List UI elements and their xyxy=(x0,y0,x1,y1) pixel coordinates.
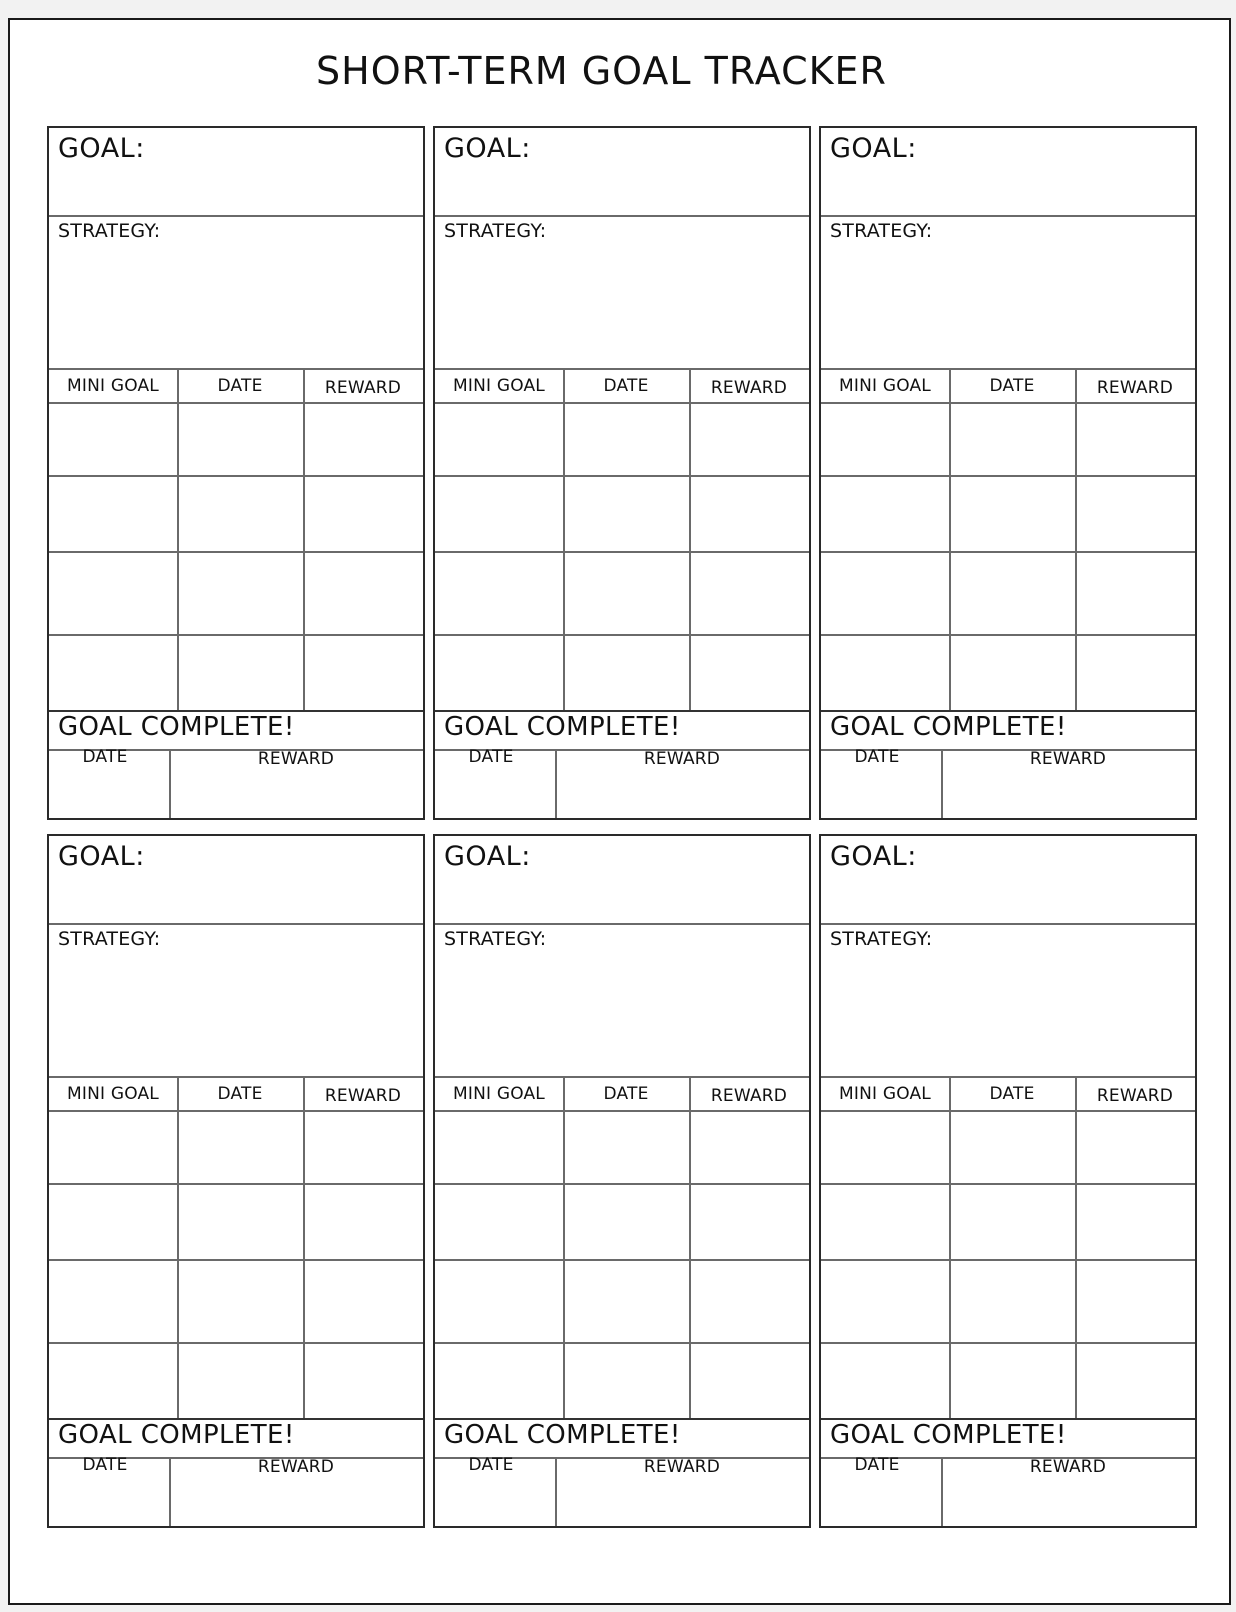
column-header-mini-goal: MINI GOAL xyxy=(453,376,545,396)
goal-card xyxy=(433,126,811,820)
mini-goal-cell[interactable] xyxy=(823,1185,947,1257)
date-cell[interactable] xyxy=(565,1344,687,1416)
complete-date-input[interactable] xyxy=(53,1482,165,1522)
date-cell[interactable] xyxy=(951,477,1073,549)
divider xyxy=(821,215,1195,217)
mini-goal-cell[interactable] xyxy=(437,1112,561,1181)
date-cell[interactable] xyxy=(179,1344,301,1416)
column-header-mini-goal: MINI GOAL xyxy=(67,1084,159,1104)
column-header-date: DATE xyxy=(217,376,263,396)
complete-date-label: DATE xyxy=(468,747,514,767)
column-header-reward: REWARD xyxy=(710,378,788,398)
goal-complete-label: GOAL COMPLETE! xyxy=(58,712,295,742)
reward-cell[interactable] xyxy=(1077,1344,1193,1416)
reward-cell[interactable] xyxy=(1077,477,1193,549)
goal-input[interactable] xyxy=(443,876,799,918)
mini-goal-cell[interactable] xyxy=(823,1261,947,1340)
reward-cell[interactable] xyxy=(691,1112,807,1181)
strategy-label: STRATEGY: xyxy=(58,220,161,242)
mini-goal-cell[interactable] xyxy=(437,1344,561,1416)
complete-reward-label: REWARD xyxy=(1029,749,1107,769)
goal-complete-label: GOAL COMPLETE! xyxy=(444,712,681,742)
date-cell[interactable] xyxy=(179,1261,301,1340)
complete-date-input[interactable] xyxy=(825,1482,937,1522)
strategy-input[interactable] xyxy=(57,954,413,1072)
goal-card xyxy=(47,126,425,820)
strategy-input[interactable] xyxy=(829,954,1185,1072)
column-header-date: DATE xyxy=(603,1084,649,1104)
complete-reward-input[interactable] xyxy=(945,1482,1191,1522)
goal-input[interactable] xyxy=(57,168,413,210)
column-header-mini-goal: MINI GOAL xyxy=(67,376,159,396)
complete-date-input[interactable] xyxy=(825,774,937,814)
reward-cell[interactable] xyxy=(691,636,807,708)
strategy-input[interactable] xyxy=(829,246,1185,364)
goal-label: GOAL: xyxy=(444,841,531,872)
reward-cell[interactable] xyxy=(305,1344,421,1416)
complete-reward-input[interactable] xyxy=(559,1482,805,1522)
reward-cell[interactable] xyxy=(691,1185,807,1257)
column-header-date: DATE xyxy=(989,1084,1035,1104)
goal-input[interactable] xyxy=(829,876,1185,918)
reward-cell[interactable] xyxy=(691,553,807,632)
mini-goal-cell[interactable] xyxy=(823,1112,947,1181)
mini-goal-cell[interactable] xyxy=(51,404,175,473)
complete-reward-label: REWARD xyxy=(643,749,721,769)
goal-label: GOAL: xyxy=(444,133,531,164)
goal-complete-label: GOAL COMPLETE! xyxy=(444,1420,681,1450)
complete-date-input[interactable] xyxy=(439,774,551,814)
column-header-mini-goal: MINI GOAL xyxy=(839,376,931,396)
reward-cell[interactable] xyxy=(691,477,807,549)
mini-goal-cell[interactable] xyxy=(823,404,947,473)
mini-goal-cell[interactable] xyxy=(823,553,947,632)
date-cell[interactable] xyxy=(951,1261,1073,1340)
reward-cell[interactable] xyxy=(1077,553,1193,632)
complete-date-label: DATE xyxy=(854,747,900,767)
mini-goal-cell[interactable] xyxy=(823,477,947,549)
complete-reward-label: REWARD xyxy=(1029,1457,1107,1477)
goal-card xyxy=(819,126,1197,820)
reward-cell[interactable] xyxy=(305,477,421,549)
strategy-input[interactable] xyxy=(57,246,413,364)
mini-goal-cell[interactable] xyxy=(437,636,561,708)
goal-complete-label: GOAL COMPLETE! xyxy=(58,1420,295,1450)
date-cell[interactable] xyxy=(565,477,687,549)
strategy-label: STRATEGY: xyxy=(444,220,547,242)
complete-reward-label: REWARD xyxy=(257,749,335,769)
mini-goal-cell[interactable] xyxy=(51,1112,175,1181)
strategy-input[interactable] xyxy=(443,246,799,364)
mini-goal-cell[interactable] xyxy=(437,1185,561,1257)
goal-input[interactable] xyxy=(443,168,799,210)
mini-goal-cell[interactable] xyxy=(51,553,175,632)
date-cell[interactable] xyxy=(951,1112,1073,1181)
reward-cell[interactable] xyxy=(1077,1185,1193,1257)
reward-cell[interactable] xyxy=(305,1261,421,1340)
date-cell[interactable] xyxy=(179,553,301,632)
column-header-reward: REWARD xyxy=(1096,378,1174,398)
mini-goal-cell[interactable] xyxy=(51,477,175,549)
reward-cell[interactable] xyxy=(305,636,421,708)
date-cell[interactable] xyxy=(179,1185,301,1257)
complete-date-label: DATE xyxy=(468,1455,514,1475)
reward-cell[interactable] xyxy=(691,1344,807,1416)
complete-date-label: DATE xyxy=(82,747,128,767)
column-header-date: DATE xyxy=(603,376,649,396)
column-header-reward: REWARD xyxy=(324,1086,402,1106)
reward-cell[interactable] xyxy=(305,553,421,632)
reward-cell[interactable] xyxy=(1077,1261,1193,1340)
date-cell[interactable] xyxy=(565,636,687,708)
strategy-label: STRATEGY: xyxy=(444,928,547,950)
mini-goal-cell[interactable] xyxy=(51,1344,175,1416)
goal-complete-label: GOAL COMPLETE! xyxy=(830,712,1067,742)
date-cell[interactable] xyxy=(951,553,1073,632)
date-cell[interactable] xyxy=(565,553,687,632)
complete-reward-input[interactable] xyxy=(173,1482,419,1522)
goal-card xyxy=(47,834,425,1528)
date-cell[interactable] xyxy=(951,404,1073,473)
column-header-reward: REWARD xyxy=(1096,1086,1174,1106)
complete-reward-label: REWARD xyxy=(257,1457,335,1477)
date-cell[interactable] xyxy=(179,477,301,549)
complete-reward-input[interactable] xyxy=(173,774,419,814)
goal-label: GOAL: xyxy=(58,133,145,164)
complete-reward-input[interactable] xyxy=(559,774,805,814)
date-cell[interactable] xyxy=(179,404,301,473)
goal-label: GOAL: xyxy=(830,133,917,164)
mini-goal-cell[interactable] xyxy=(437,477,561,549)
complete-date-input[interactable] xyxy=(439,1482,551,1522)
complete-date-label: DATE xyxy=(854,1455,900,1475)
date-cell[interactable] xyxy=(565,404,687,473)
mini-goal-cell[interactable] xyxy=(823,636,947,708)
divider xyxy=(435,923,809,925)
reward-cell[interactable] xyxy=(1077,636,1193,708)
divider xyxy=(49,215,423,217)
reward-cell[interactable] xyxy=(691,1261,807,1340)
mini-goal-cell[interactable] xyxy=(51,1261,175,1340)
mini-goal-cell[interactable] xyxy=(51,636,175,708)
date-cell[interactable] xyxy=(565,1261,687,1340)
strategy-label: STRATEGY: xyxy=(830,928,933,950)
date-cell[interactable] xyxy=(565,1112,687,1181)
complete-date-label: DATE xyxy=(82,1455,128,1475)
goal-card xyxy=(819,834,1197,1528)
reward-cell[interactable] xyxy=(1077,1112,1193,1181)
mini-goal-cell[interactable] xyxy=(51,1185,175,1257)
column-header-reward: REWARD xyxy=(710,1086,788,1106)
column-header-date: DATE xyxy=(989,376,1035,396)
complete-reward-label: REWARD xyxy=(643,1457,721,1477)
strategy-label: STRATEGY: xyxy=(830,220,933,242)
mini-goal-cell[interactable] xyxy=(823,1344,947,1416)
column-header-mini-goal: MINI GOAL xyxy=(453,1084,545,1104)
reward-cell[interactable] xyxy=(305,1185,421,1257)
goal-complete-label: GOAL COMPLETE! xyxy=(830,1420,1067,1450)
date-cell[interactable] xyxy=(951,636,1073,708)
column-header-mini-goal: MINI GOAL xyxy=(839,1084,931,1104)
date-cell[interactable] xyxy=(179,1112,301,1181)
complete-date-input[interactable] xyxy=(53,774,165,814)
goal-label: GOAL: xyxy=(830,841,917,872)
goal-label: GOAL: xyxy=(58,841,145,872)
complete-reward-input[interactable] xyxy=(945,774,1191,814)
date-cell[interactable] xyxy=(951,1185,1073,1257)
strategy-input[interactable] xyxy=(443,954,799,1072)
goal-input[interactable] xyxy=(57,876,413,918)
column-header-reward: REWARD xyxy=(324,378,402,398)
reward-cell[interactable] xyxy=(305,404,421,473)
goal-input[interactable] xyxy=(829,168,1185,210)
page-title: SHORT-TERM GOAL TRACKER xyxy=(316,49,887,93)
mini-goal-cell[interactable] xyxy=(437,404,561,473)
column-header-date: DATE xyxy=(217,1084,263,1104)
mini-goal-cell[interactable] xyxy=(437,1261,561,1340)
divider xyxy=(821,923,1195,925)
reward-cell[interactable] xyxy=(1077,404,1193,473)
date-cell[interactable] xyxy=(951,1344,1073,1416)
divider xyxy=(435,215,809,217)
mini-goal-cell[interactable] xyxy=(437,553,561,632)
strategy-label: STRATEGY: xyxy=(58,928,161,950)
date-cell[interactable] xyxy=(179,636,301,708)
goal-card xyxy=(433,834,811,1528)
divider xyxy=(49,923,423,925)
reward-cell[interactable] xyxy=(305,1112,421,1181)
reward-cell[interactable] xyxy=(691,404,807,473)
date-cell[interactable] xyxy=(565,1185,687,1257)
